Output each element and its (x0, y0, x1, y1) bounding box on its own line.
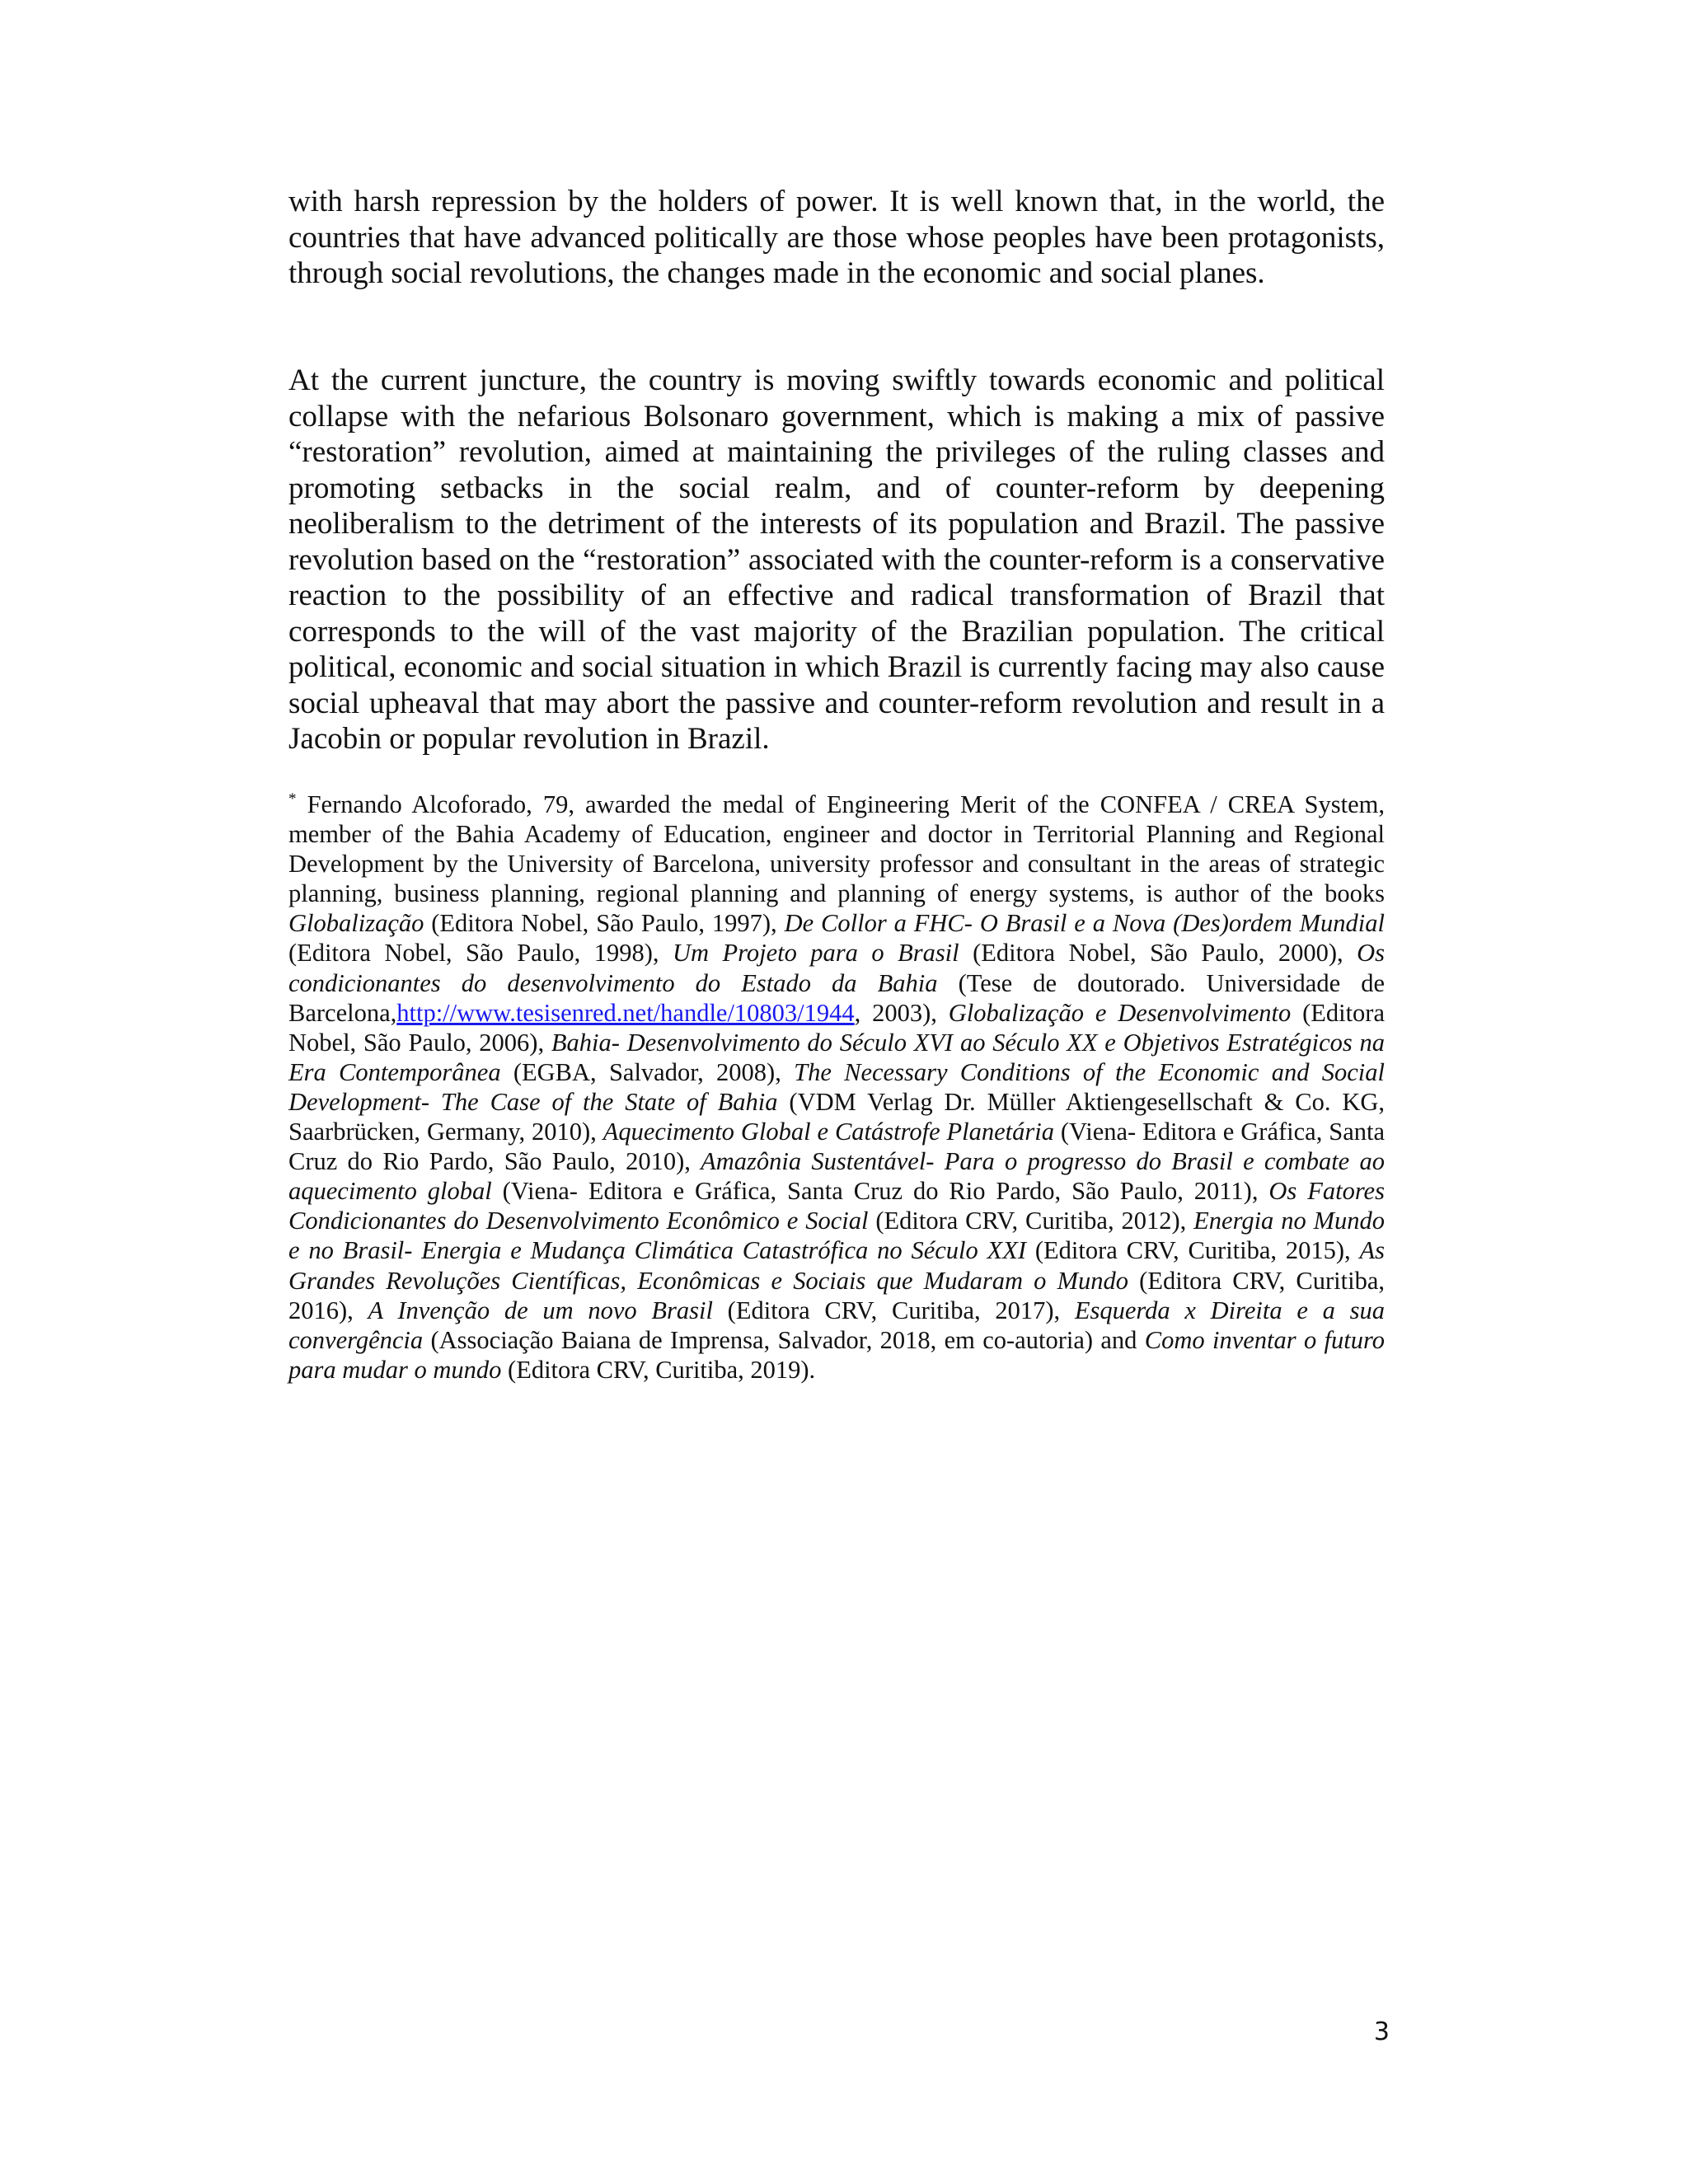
thesis-link[interactable]: http://www.tesisenred.net/handle/10803/1944 (396, 998, 855, 1027)
footnote-text: (Associação Baiana de Imprensa, Salvador, 2018, em co-autoria) and (423, 1325, 1145, 1354)
footnote-text: (VDM Verlag Dr. Müller Aktiengesellschaft & Co. KG, Saarbrücken, Germany, 2010), (288, 1087, 1386, 1146)
footnote-book-title: Bahia- Desenvolvimento do Século XVI ao Século XX e Objetivos Estratégicos na Era Contemporânea (288, 1028, 1386, 1086)
footnote-text: (Editora Nobel, São Paulo, 1997), (424, 909, 785, 938)
footnote-book-title: Energia no Mundo e no Brasil- Energia e Mudança Climática Catastrófica no Século XXI (288, 1207, 1385, 1265)
footnote-marker: * (288, 790, 297, 808)
footnote-book-title: Esquerda x Direita e a sua convergência (288, 1296, 1385, 1354)
footnote-text: (Viena- Editora e Gráfica, Santa Cruz do Rio Pardo, São Paulo, 2011), (491, 1177, 1269, 1206)
footnote-text: (Editora CRV, Curitiba, 2019). (501, 1355, 816, 1384)
footnote-text: (Editora Nobel, São Paulo, 2006), (288, 998, 1385, 1057)
footnote-book-title: As Grandes Revoluções Científicas, Econômicas e Sociais que Mudaram o Mundo (288, 1236, 1385, 1295)
footnote-text: (Editora CRV, Curitiba, 2015), (1026, 1236, 1360, 1265)
footnote-text: (EGBA, Salvador, 2008), (500, 1057, 795, 1086)
footnote-book-title: Um Projeto para o Brasil (672, 939, 959, 968)
footnote-book-title: The Necessary Conditions of the Economic and Social Development- The Case of the State of Bahia (288, 1057, 1385, 1116)
author-footnote (288, 790, 1385, 1385)
body-paragraph-1: with harsh repression by the holders of power. It is well known that, in the world, the countries that have advanced politically are those whose peoples have been protagonists, through social revolutions, the changes made in the economic and social planes. (288, 185, 1385, 290)
footnote-text: (Editora CRV, Curitiba, 2016), (288, 1266, 1386, 1324)
footnote-text: (Tese de doutorado. Universidade de Barcelona, (288, 968, 1385, 1027)
footnote-book-title: Globalização e Desenvolvimento (948, 998, 1292, 1027)
footnote-book-title: Amazônia Sustentável- Para o progresso do Brasil e combate ao aquecimento global (288, 1147, 1385, 1206)
footnote-text: (Editora Nobel, São Paulo, 1998), (288, 939, 673, 968)
footnote-text: Fernando Alcoforado, 79, awarded the medal of Engineering Merit of the CONFEA / CREA System, member of the Bahia Academy of Education, engineer and doctor in Territorial Planning and Regional Development by the University of Barcelona, university professor and consultant in the areas of strategic planning, business planning, regional planning and planning of energy systems, is author of the books (288, 790, 1385, 908)
page-number: 3 (1373, 2018, 1390, 2046)
footnote-book-title: Aquecimento Global e Catástrofe Planetária (603, 1118, 1054, 1146)
body-paragraph-2: At the current juncture, the country is moving swiftly towards economic and political collapse with the nefarious Bolsonaro government, which is making a mix of passive “restoration” revolution, aimed at maintaining the privileges of the ruling classes and promoting setbacks in the social realm, and of counter-reform by deepening neoliberalism to the detriment of the interests of its population and Brazil. The passive revolution based on the “restoration” associated with the counter-reform is a conservative reaction to the possibility of an effective and radical transformation of Brazil that corresponds to the will of the vast majority of the Brazilian population. The critical political, economic and social situation in which Brazil is currently facing may also cause social upheaval that may abort the passive and counter-reform revolution and result in a Jacobin or popular revolution in Brazil. (288, 363, 1385, 756)
footnote-text: (Editora Nobel, São Paulo, 2000), (959, 939, 1357, 968)
footnote-text: (Editora CRV, Curitiba, 2017), (712, 1296, 1075, 1324)
footnote-book-title: Os Fatores Condicionantes do Desenvolvimento Econômico e Social (288, 1177, 1385, 1235)
footnote-book-title: A Invenção de um novo Brasil (368, 1296, 713, 1324)
footnote-text: , 2003), (854, 998, 949, 1027)
footnote-text: (Viena- Editora e Gráfica, Santa Cruz do Rio Pardo, São Paulo, 2010), (288, 1118, 1385, 1176)
footnote-text: (Editora CRV, Curitiba, 2012), (868, 1207, 1194, 1235)
footnote-book-title: Como inventar o futuro para mudar o mundo (288, 1325, 1385, 1384)
footnote-book-title: Os condicionantes do desenvolvimento do Estado da Bahia (288, 939, 1385, 997)
footnote-book-title: De Collor a FHC- O Brasil e a Nova (Des)ordem Mundial (784, 909, 1385, 938)
footnote-book-title: Globalização (288, 909, 424, 938)
